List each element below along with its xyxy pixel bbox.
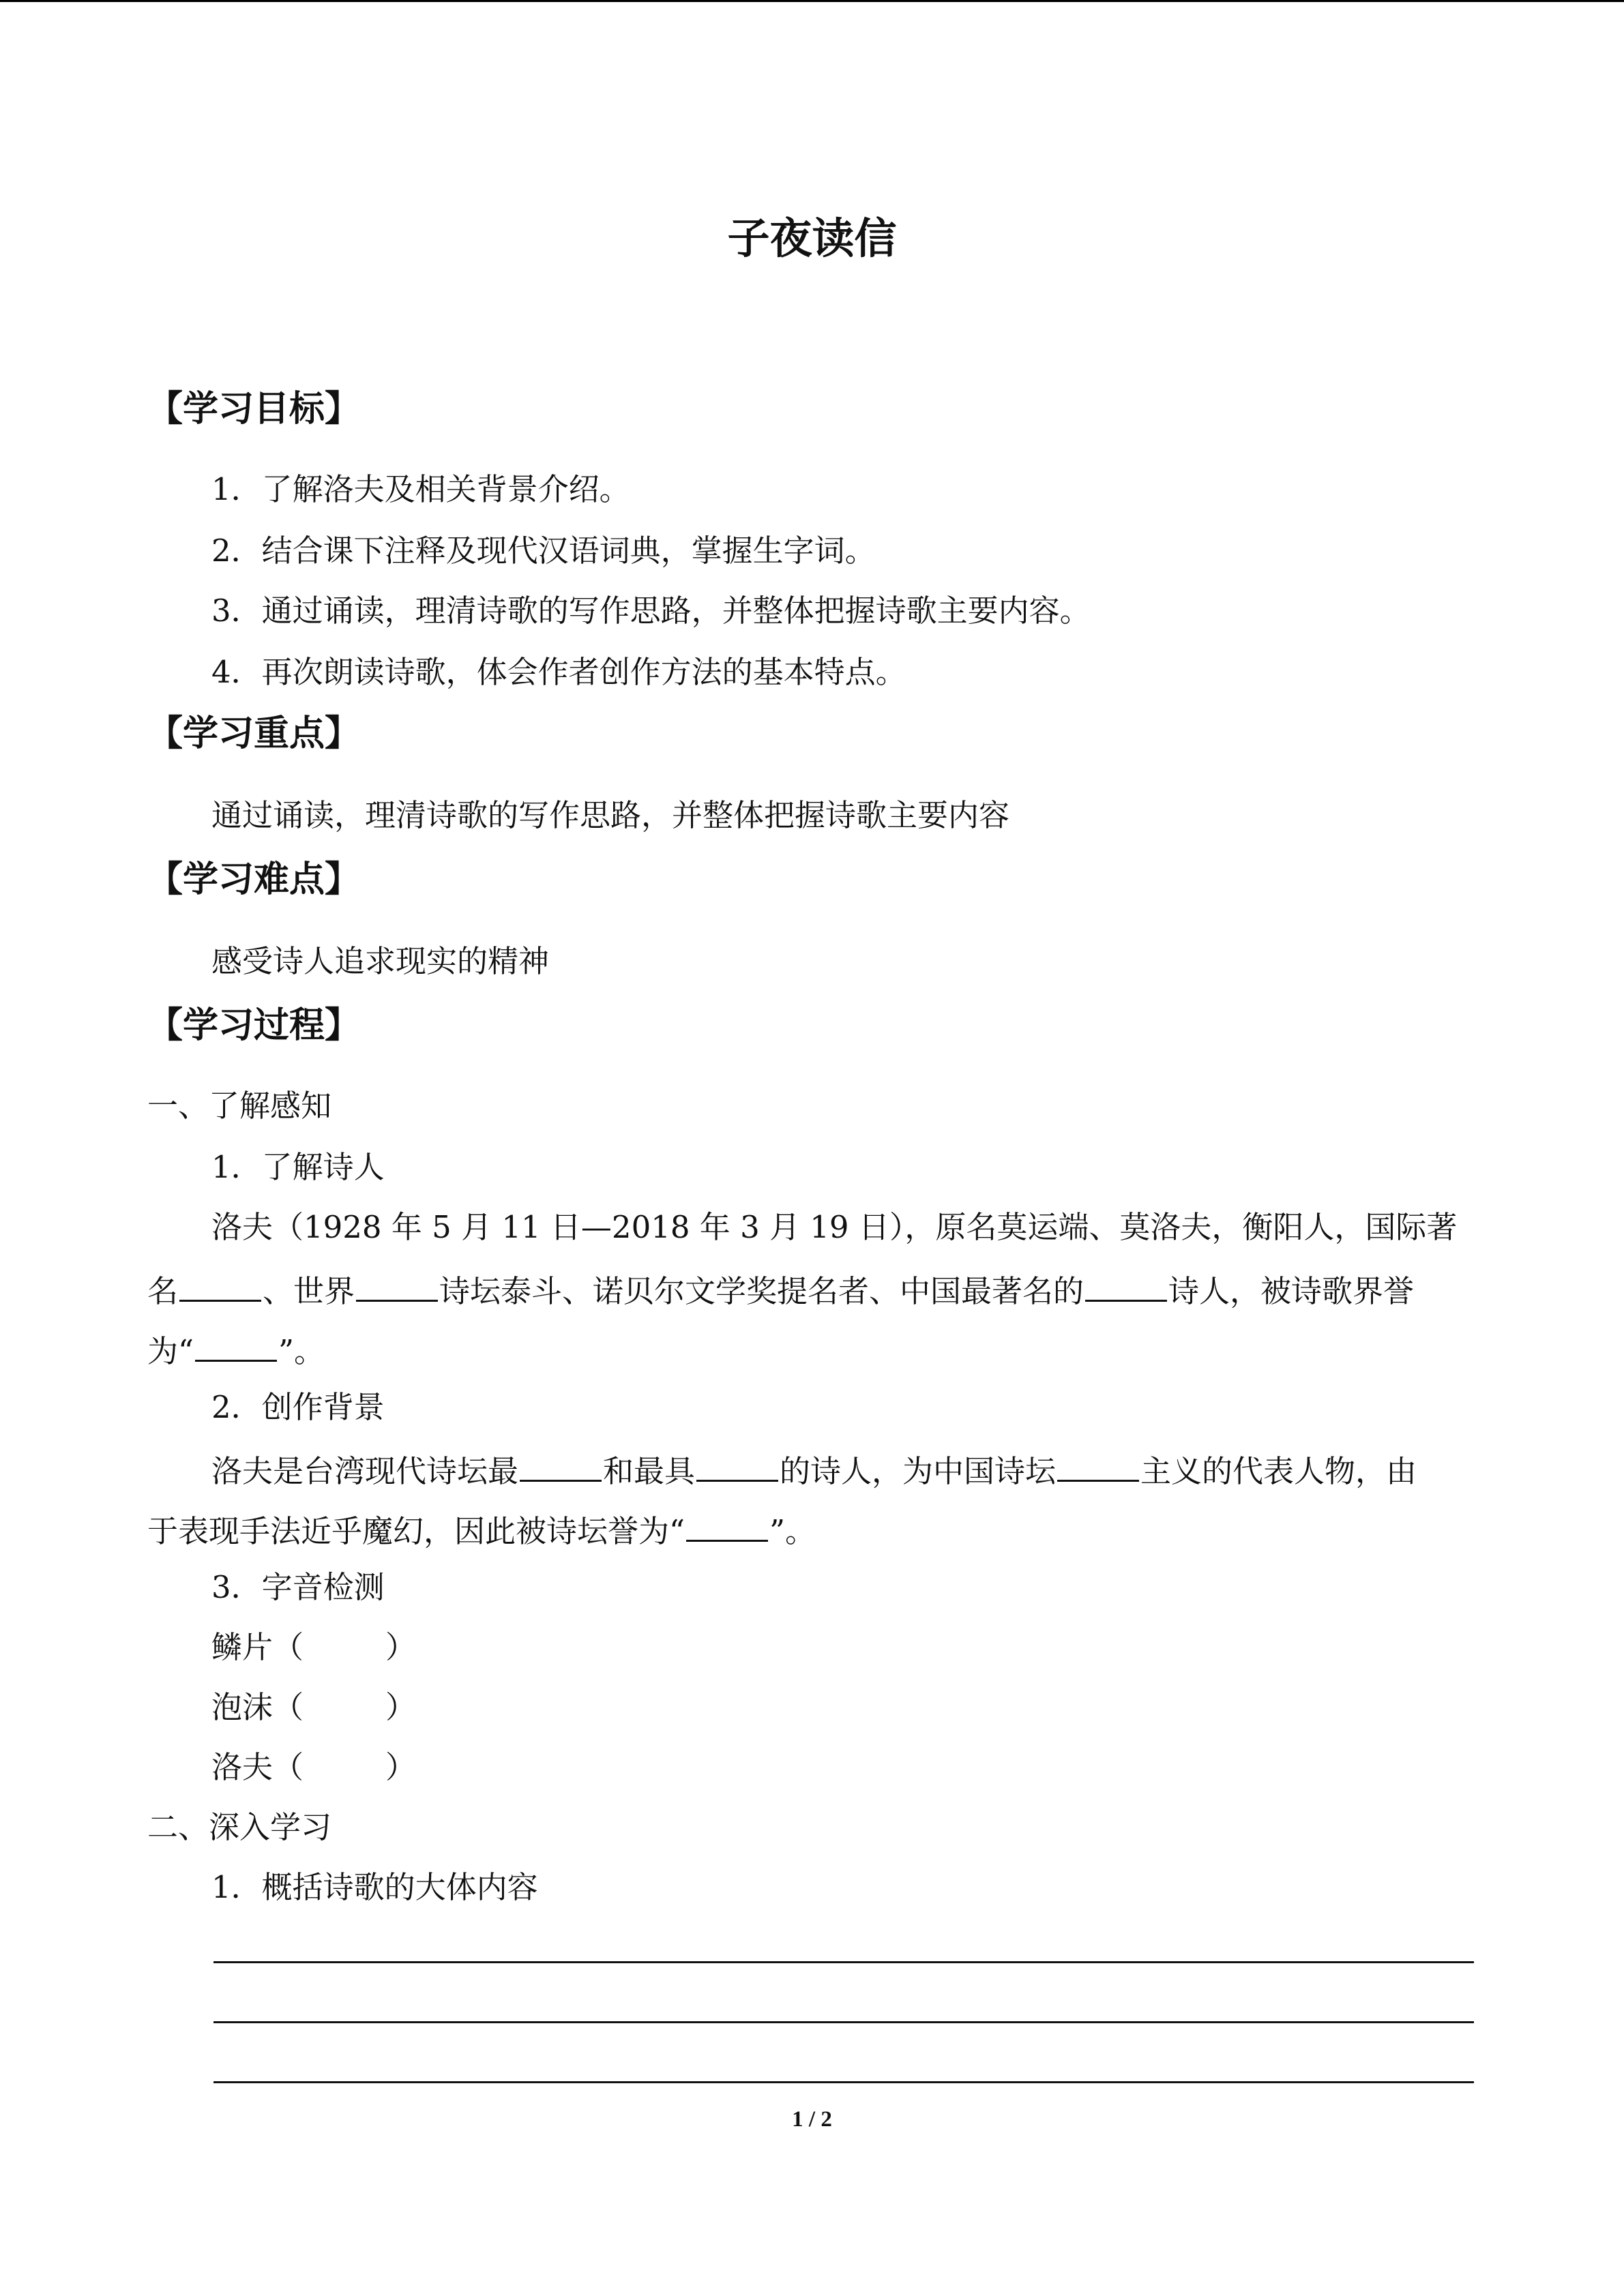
background-line2 — [147, 1508, 816, 1551]
key-points-heading: 【学习重点】 — [147, 713, 361, 754]
goal-item-2: 2．结合课下注释及现代汉语词典，掌握生字词。 — [211, 533, 876, 569]
paren-close: ） — [385, 1749, 417, 1785]
q2-title: 2．创作背景 — [211, 1389, 385, 1425]
difficulties-text: 感受诗人追求现实的精神 — [211, 943, 550, 979]
fill-blank[interactable] — [520, 1448, 602, 1482]
page-number: 1 / 2 — [792, 2107, 832, 2132]
process-heading: 【学习过程】 — [147, 1005, 361, 1046]
pinyin-word: 泡沫 — [211, 1689, 274, 1725]
answer-line[interactable] — [213, 2021, 1474, 2023]
paren-open: （ — [273, 1689, 304, 1725]
fill-blank[interactable] — [686, 1508, 768, 1542]
part2-q1-title: 1．概括诗歌的大体内容 — [211, 1869, 538, 1905]
pinyin-item — [211, 1628, 416, 1667]
text-segment: 、世界 — [263, 1273, 355, 1309]
key-points-text: 通过诵读，理清诗歌的写作思路，并整体把握诗歌主要内容 — [211, 797, 1010, 833]
fill-blank[interactable] — [195, 1328, 277, 1362]
q1-title: 1．了解诗人 — [211, 1149, 385, 1185]
paren-close: ） — [385, 1689, 417, 1725]
text-segment: 和最具 — [603, 1453, 696, 1489]
paren-open: （ — [273, 1749, 304, 1785]
fill-blank[interactable] — [356, 1268, 438, 1302]
fill-blank[interactable] — [1057, 1448, 1139, 1482]
text-segment: ”。 — [278, 1333, 325, 1369]
page-top-border — [0, 0, 1624, 2]
text-segment: 主义的代表人物，由 — [1140, 1453, 1417, 1489]
pinyin-item — [211, 1688, 416, 1727]
text-segment: 的诗人，为中国诗坛 — [780, 1453, 1057, 1489]
poet-intro-line2 — [147, 1268, 1414, 1311]
q3-title: 3．字音检测 — [211, 1569, 385, 1605]
pinyin-word: 洛夫 — [211, 1749, 274, 1785]
answer-line[interactable] — [213, 2081, 1474, 2083]
paren-close: ） — [385, 1629, 417, 1665]
answer-line[interactable] — [213, 1961, 1474, 1963]
fill-blank[interactable] — [1085, 1268, 1167, 1302]
paren-open: （ — [273, 1629, 304, 1665]
goal-item-4: 4．再次朗读诗歌，体会作者创作方法的基本特点。 — [211, 654, 906, 690]
fill-blank[interactable] — [179, 1268, 261, 1302]
text-segment: ”。 — [769, 1513, 816, 1549]
goal-item-1: 1．了解洛夫及相关背景介绍。 — [211, 471, 630, 507]
text-segment: 为“ — [147, 1333, 194, 1369]
text-segment: 诗坛泰斗、诺贝尔文学奖提名者、中国最著名的 — [439, 1273, 1084, 1309]
poet-intro-line1: 洛夫（1928 年 5 月 11 日—2018 年 3 月 19 日），原名莫运端、莫洛夫，衡阳人，国际著 — [211, 1209, 1458, 1245]
background-line1 — [211, 1448, 1417, 1491]
document-title: 子夜读信 — [727, 213, 897, 263]
part2-title: 二、深入学习 — [147, 1809, 332, 1845]
text-segment: 洛夫是台湾现代诗坛最 — [211, 1453, 519, 1489]
fill-blank[interactable] — [696, 1448, 778, 1482]
part1-title: 一、了解感知 — [147, 1088, 332, 1124]
difficulties-heading: 【学习难点】 — [147, 859, 361, 900]
pinyin-item — [211, 1748, 416, 1787]
text-segment: 名 — [147, 1273, 179, 1309]
pinyin-word: 鳞片 — [211, 1629, 274, 1665]
text-segment: 诗人，被诗歌界誉 — [1168, 1273, 1415, 1309]
poet-intro-line3 — [147, 1328, 325, 1371]
goals-heading: 【学习目标】 — [147, 389, 361, 430]
goal-item-3: 3．通过诵读，理清诗歌的写作思路，并整体把握诗歌主要内容。 — [211, 593, 1091, 629]
text-segment: 于表现手法近乎魔幻，因此被诗坛誉为“ — [147, 1513, 685, 1549]
